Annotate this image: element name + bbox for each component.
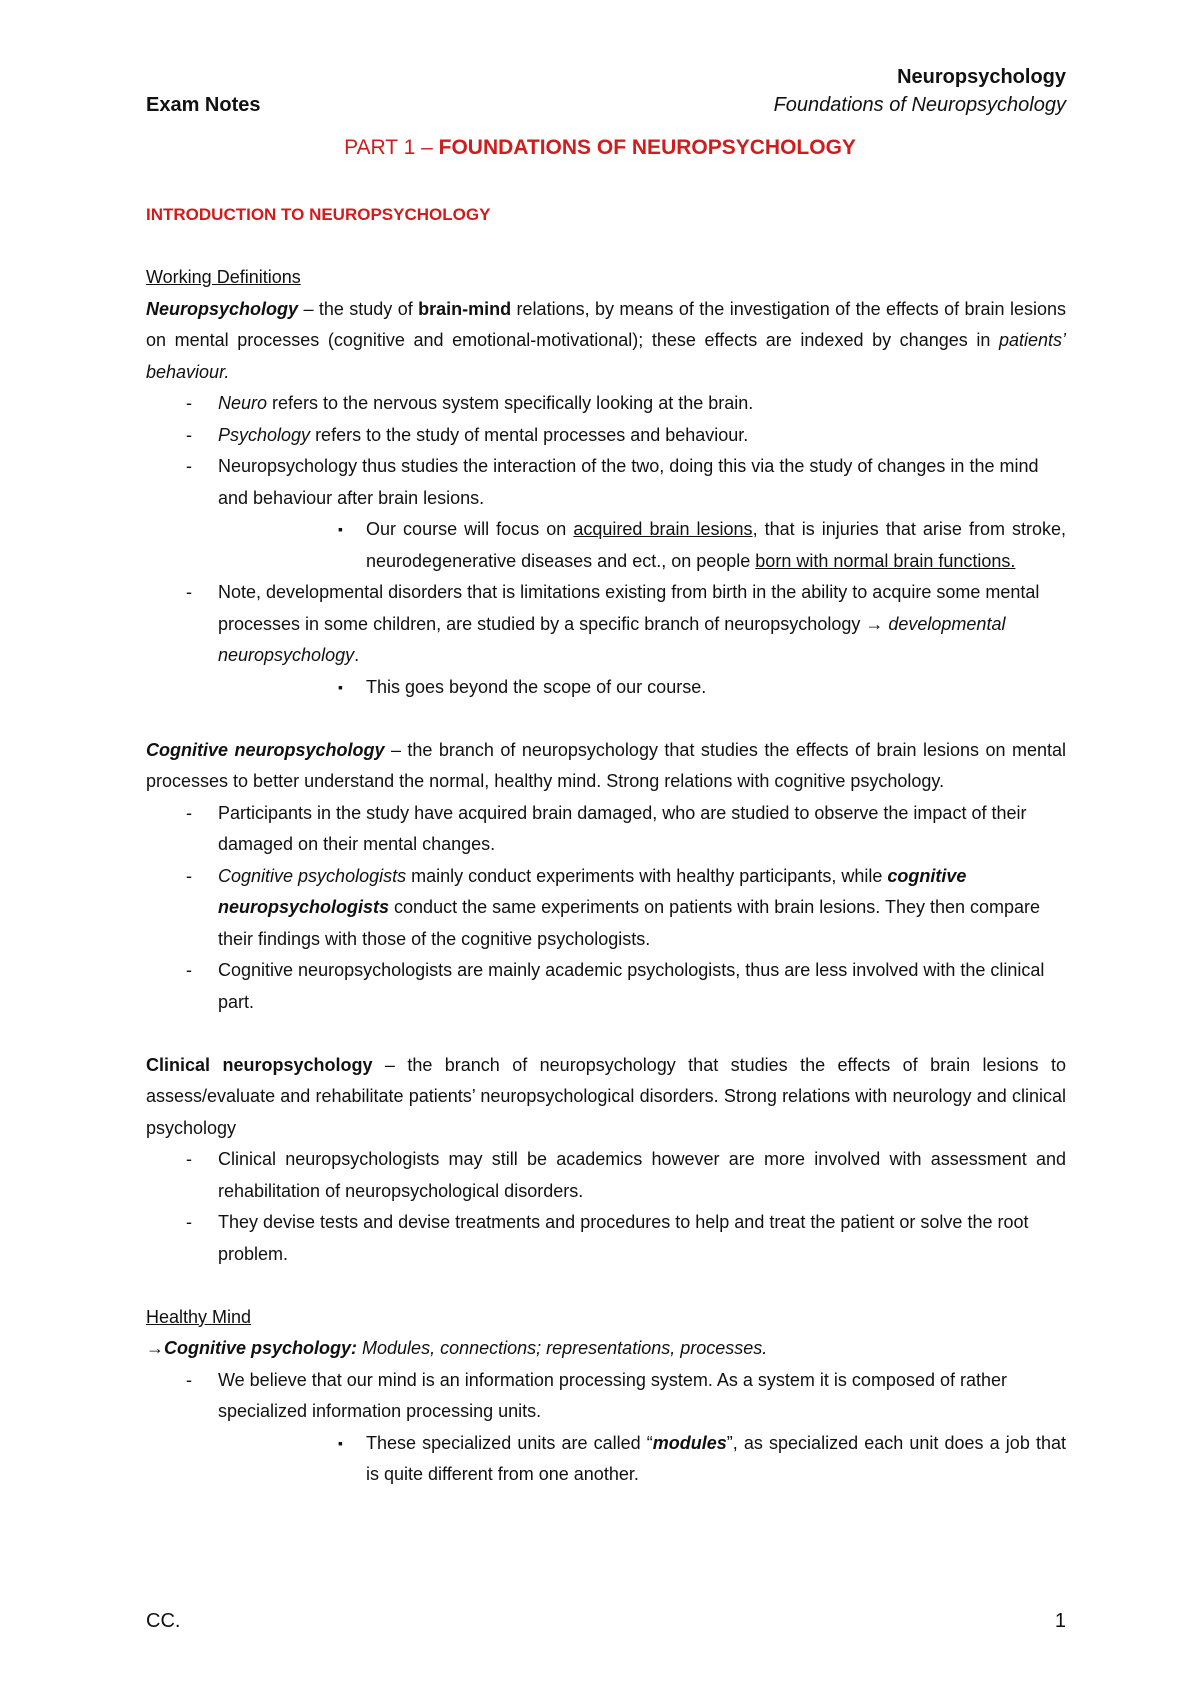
- bullet-cognitive-psychologists: - Cognitive psychologists mainly conduct experiments with healthy participants, while cognitive neuropsychologists conduct the same experiments on patients with brain lesions. They then compare their findings with those of the cognitive psychologists.: [146, 861, 1066, 956]
- subbullet-acquired-lesions: ▪ Our course will focus on acquired brain lesions, that is injuries that arise from stroke, neurodegenerative diseases and ect., on people born with normal brain functions.: [146, 514, 1066, 577]
- part-title-main: FOUNDATIONS OF NEUROPSYCHOLOGY: [438, 136, 856, 159]
- cognitive-definition: Cognitive neuropsychology – the branch of neuropsychology that studies the effects of brain lesions on mental processes to better understand the normal, healthy mind. Strong relations with cognitive psychology.: [146, 739, 1066, 791]
- bullet-developmental: - Note, developmental disorders that is limitations existing from birth in the ability to acquire some mental processes in some children, are studied by a specific branch of neuropsychology → developmental neuropsychology.: [146, 577, 1066, 672]
- subbullet-scope: ▪ This goes beyond the scope of our course.: [146, 672, 1066, 704]
- content: [146, 199, 1066, 1491]
- bullet-participants: - Participants in the study have acquired brain damaged, who are studied to observe the impact of their damaged on their mental changes.: [146, 798, 1066, 861]
- header-subject: Neuropsychology: [897, 66, 1066, 88]
- footer-initials: CC.: [146, 1610, 181, 1632]
- bullet-information-processing: - We believe that our mind is an information processing system. As a system it is composed of rather specialized information processing units.: [146, 1365, 1066, 1428]
- bullet-neuro: - Neuro refers to the nervous system specifically looking at the brain.: [146, 388, 1066, 420]
- term-clinical-neuropsychology: Clinical neuropsychology: [146, 1054, 373, 1075]
- neuropsychology-definition: Neuropsychology – the study of brain-mind relations, by means of the investigation of the effects of brain lesions on mental processes (cognitive and emotional-motivational); these effects are indexed by changes in patients’ behaviour.: [146, 298, 1066, 382]
- bullet-interaction: - Neuropsychology thus studies the interaction of the two, doing this via the study of changes in the mind and behaviour after brain lesions.: [146, 451, 1066, 514]
- part-title-prefix: PART 1 –: [344, 136, 439, 159]
- term-cognitive-neuropsychology: Cognitive neuropsychology: [146, 739, 385, 760]
- clinical-definition: Clinical neuropsychology – the branch of neuropsychology that studies the effects of brain lesions to assess/evaluate and rehabilitate patients’ neuropsychological disorders. Strong relations with neurology and clinical psychology: [146, 1054, 1066, 1138]
- bullet-clinical-academics: - Clinical neuropsychologists may still be academics however are more involved with assessment and rehabilitation of neuropsychological disorders.: [146, 1144, 1066, 1207]
- header-exam-notes: Exam Notes: [146, 94, 261, 116]
- working-definitions-heading: Working Definitions: [146, 267, 301, 287]
- section-title: INTRODUCTION TO NEUROPSYCHOLOGY: [146, 205, 491, 224]
- subbullet-modules: ▪ These specialized units are called “modules”, as specialized each unit does a job that is quite different from one another.: [146, 1428, 1066, 1491]
- term-neuropsychology: Neuropsychology: [146, 298, 299, 319]
- cognitive-psychology-line: →Cognitive psychology: Modules, connections; representations, processes.: [146, 1338, 768, 1358]
- arrow-right-icon: →: [146, 1338, 164, 1358]
- bullet-academic: - Cognitive neuropsychologists are mainly academic psychologists, thus are less involved with the clinical part.: [146, 955, 1066, 1018]
- bullet-devise-tests: - They devise tests and devise treatments and procedures to help and treat the patient or solve the root problem.: [146, 1207, 1066, 1270]
- healthy-mind-heading: Healthy Mind: [146, 1306, 252, 1327]
- arrow-right-icon: →: [865, 613, 889, 634]
- header-subtitle: Foundations of Neuropsychology: [773, 94, 1066, 116]
- page-number: 1: [1054, 1610, 1066, 1632]
- bullet-psychology: - Psychology refers to the study of mental processes and behaviour.: [146, 420, 1066, 452]
- part-title: [0, 136, 1200, 160]
